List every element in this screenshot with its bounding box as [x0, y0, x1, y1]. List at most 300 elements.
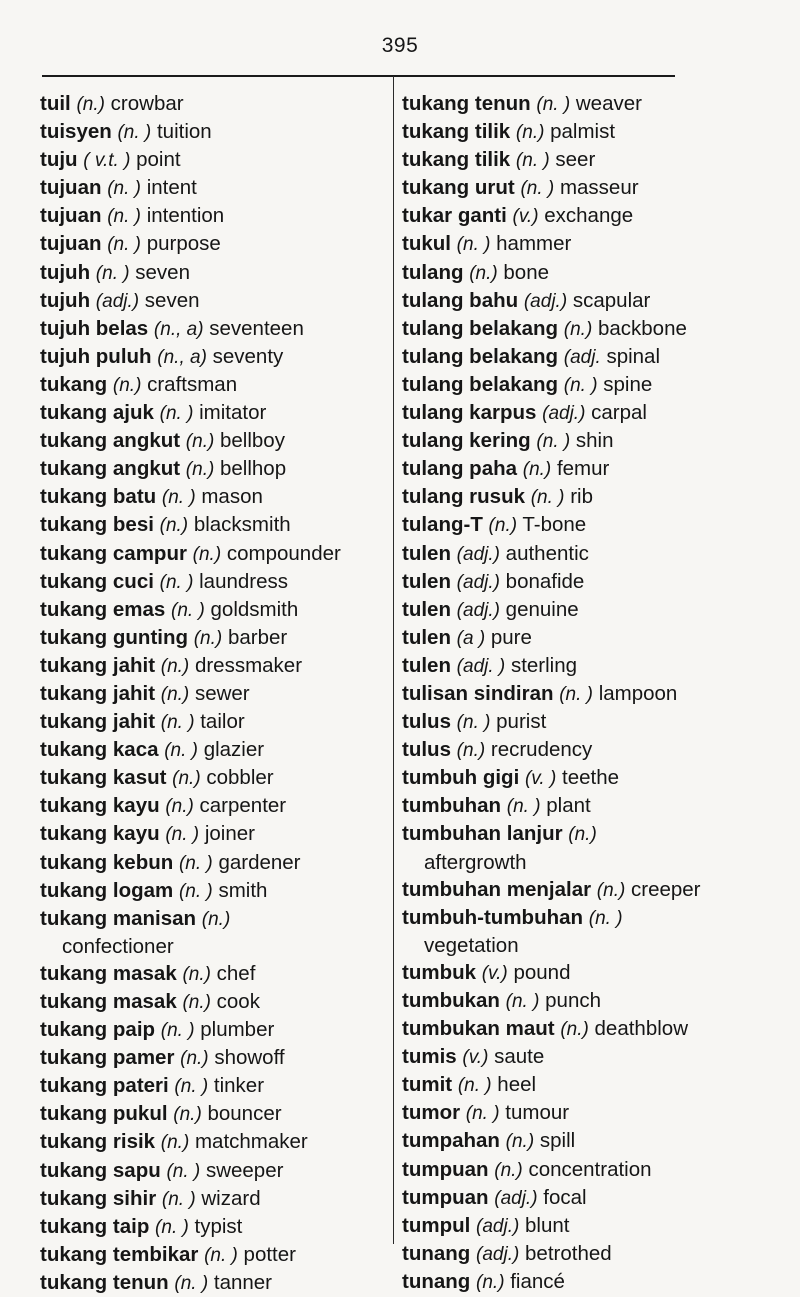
entry-part-of-speech: (n.) [160, 655, 190, 677]
entry-headword: tukang jahit [40, 710, 156, 734]
dictionary-entry [40, 764, 390, 792]
entry-headword: tukang pateri [40, 1074, 169, 1098]
dictionary-entry [402, 511, 792, 539]
entry-part-of-speech: (n.) [193, 627, 223, 649]
entry-meaning: carpenter [199, 794, 287, 818]
dictionary-entry [402, 904, 792, 959]
dictionary-entry [402, 736, 792, 764]
entry-meaning: authentic [505, 541, 589, 565]
entry-part-of-speech: (n. ) [155, 1216, 189, 1238]
entry-headword: tukang jahit [40, 681, 156, 705]
entry-part-of-speech: (n. ) [457, 1075, 492, 1097]
entry-part-of-speech: (n. ) [178, 880, 213, 902]
dictionary-entry [402, 540, 792, 568]
dictionary-entry [40, 540, 390, 568]
entry-meaning: mason [201, 485, 263, 509]
entry-part-of-speech: (v.) [512, 206, 539, 228]
entry-part-of-speech: (n.) [515, 122, 545, 144]
dictionary-entry [40, 820, 390, 848]
entry-part-of-speech: (n. ) [515, 150, 550, 172]
entry-part-of-speech: (n. ) [159, 403, 194, 425]
entry-part-of-speech: (n. ) [456, 234, 491, 256]
entry-part-of-speech: (n. ) [178, 852, 213, 874]
entry-part-of-speech: (n.) [488, 515, 518, 537]
entry-meaning: weaver [575, 92, 642, 115]
dictionary-entry [402, 483, 792, 511]
entry-part-of-speech: (n.) [522, 459, 552, 481]
dictionary-entry [40, 1016, 390, 1044]
page-number: 395 [381, 34, 419, 57]
entry-headword: tulen [402, 541, 451, 565]
entry-headword: tumbuk [402, 960, 477, 984]
dictionary-entry [40, 1185, 390, 1213]
entry-part-of-speech: (n.) [112, 374, 142, 396]
entry-part-of-speech: (n.) [568, 824, 597, 846]
entry-headword: tulang karpus [402, 401, 537, 425]
entry-headword: tulang belakang [402, 372, 559, 396]
entry-headword: tukang tembikar [40, 1242, 199, 1266]
dictionary-entry [40, 1157, 390, 1185]
entry-meaning: bone [503, 260, 550, 284]
entry-part-of-speech: (n.) [185, 431, 215, 453]
dictionary-entry [40, 146, 390, 174]
entry-part-of-speech: (n. ) [161, 487, 196, 509]
entry-headword: tumpuan [402, 1185, 489, 1209]
entry-meaning: plumber [200, 1018, 275, 1042]
dictionary-entry [402, 1099, 792, 1127]
entry-meaning: rib [570, 485, 593, 509]
entry-headword: tukang jahit [40, 653, 156, 677]
entry-part-of-speech: (adj.) [456, 599, 500, 621]
entry-meaning: cobbler [206, 766, 274, 790]
entry-meaning: seven [135, 260, 190, 284]
entry-meaning: tuition [156, 120, 212, 144]
entry-meaning: saute [494, 1045, 545, 1069]
entry-part-of-speech: (n. ) [107, 206, 141, 228]
dictionary-entry [40, 708, 390, 736]
entry-headword: tukang [40, 372, 108, 396]
entry-meaning: blunt [525, 1213, 570, 1237]
entry-headword: tukang pamer [40, 1046, 175, 1070]
entry-part-of-speech: (adj. ) [456, 655, 506, 677]
entry-headword: tukang tenun [40, 1270, 169, 1294]
entry-headword: tukang angkut [40, 457, 181, 481]
entry-meaning: showoff [214, 1046, 285, 1070]
entry-meaning: bellboy [220, 429, 285, 453]
dictionary-entry [402, 1212, 792, 1240]
dictionary-entry [402, 764, 792, 792]
entry-part-of-speech: (n.) [165, 796, 194, 818]
entry-headword: tulang bahu [402, 288, 519, 312]
entry-part-of-speech: (adj.) [95, 290, 140, 312]
dictionary-entry [402, 1071, 792, 1099]
entry-part-of-speech: (n.) [173, 1104, 202, 1126]
entry-headword: tumbukan [402, 989, 500, 1012]
entry-headword: tumbuh gigi [402, 766, 520, 790]
entry-headword: tukang gunting [40, 625, 189, 649]
entry-part-of-speech: (n. ) [159, 571, 194, 593]
entry-headword: tulus [402, 738, 451, 762]
dictionary-entry [402, 987, 792, 1015]
entry-part-of-speech: (n. ) [530, 487, 565, 509]
dictionary-entry [402, 568, 792, 596]
entry-meaning: barber [227, 625, 288, 649]
entry-meaning: craftsman [147, 372, 238, 396]
entry-meaning: purist [496, 710, 547, 734]
dictionary-entry [40, 849, 390, 877]
entry-part-of-speech: (n. ) [506, 796, 541, 818]
dictionary-entry [402, 1043, 792, 1071]
entry-part-of-speech: (n. ) [456, 712, 491, 734]
dictionary-entry [402, 1156, 792, 1184]
dictionary-entry [402, 230, 792, 258]
dictionary-entry [402, 792, 792, 820]
entry-meaning: heel [497, 1073, 537, 1097]
entry-headword: tukang paip [40, 1018, 156, 1042]
entry-headword: tulen [402, 569, 451, 593]
dictionary-entry [40, 1072, 390, 1100]
entry-meaning: blacksmith [193, 513, 291, 537]
entry-part-of-speech: (n. ) [588, 907, 623, 929]
entry-part-of-speech: (n.) [159, 515, 189, 537]
entry-headword: tukang masak [40, 961, 177, 985]
entry-headword: tumbuhan lanjur [402, 822, 563, 846]
entry-part-of-speech: (adj.) [494, 1187, 538, 1209]
entry-meaning: deathblow [594, 1017, 688, 1041]
entry-headword: tunang [402, 1241, 471, 1265]
entry-headword: tukang tilik [402, 148, 511, 172]
entry-headword: tujuh belas [40, 316, 149, 340]
dictionary-entry [402, 680, 792, 708]
entry-meaning: typist [194, 1214, 243, 1238]
entry-part-of-speech: (adj.) [456, 543, 500, 565]
entry-meaning: femur [556, 457, 610, 481]
entry-meaning: goldsmith [210, 597, 299, 621]
dictionary-entry [402, 820, 792, 875]
entry-headword: tukang batu [40, 485, 157, 509]
entry-meaning: dressmaker [194, 653, 303, 677]
dictionary-entry [402, 959, 792, 987]
dictionary-entry [402, 259, 792, 287]
entry-headword: tujuh puluh [40, 344, 152, 368]
entry-part-of-speech: (adj.) [476, 1243, 520, 1265]
entry-headword: tukang campur [40, 541, 187, 565]
entry-part-of-speech: (a ) [456, 627, 486, 649]
dictionary-entry [402, 708, 792, 736]
left-column [40, 90, 390, 1297]
dictionary-entry [40, 652, 390, 680]
entry-headword: tukang urut [402, 176, 515, 200]
dictionary-entry [402, 1268, 792, 1296]
entry-part-of-speech: (adj.) [523, 290, 568, 312]
dictionary-entry [40, 90, 390, 118]
entry-part-of-speech: (n. ) [536, 431, 571, 453]
entry-meaning: genuine [505, 597, 579, 621]
entry-part-of-speech: (n.) [182, 963, 211, 985]
dictionary-entry [40, 988, 390, 1016]
entry-part-of-speech: (v.) [481, 962, 508, 984]
entry-headword: tukang angkut [40, 429, 181, 453]
entry-meaning: shin [575, 429, 614, 453]
dictionary-entry [40, 905, 390, 960]
entry-meaning: smith [218, 878, 268, 902]
entry-meaning: sweeper [205, 1158, 284, 1182]
entry-meaning: palmist [550, 120, 616, 144]
entry-meaning: sterling [510, 653, 578, 677]
entry-meaning: purpose [146, 232, 221, 256]
entry-meaning-continued: confectioner [62, 934, 174, 958]
entry-headword: tukang sihir [40, 1186, 157, 1210]
entry-meaning: seer [555, 148, 596, 172]
entry-headword: tulang paha [402, 457, 518, 481]
entry-part-of-speech: (n.) [182, 992, 211, 1013]
entry-headword: tumbuh-tumbuhan [402, 905, 584, 929]
entry-part-of-speech: (n.) [76, 94, 105, 115]
entry-headword: tujuan [40, 232, 102, 256]
dictionary-entry [40, 118, 390, 146]
entry-headword: tukang risik [40, 1130, 156, 1154]
entry-part-of-speech: (n. ) [536, 94, 571, 115]
entry-headword: tumpul [402, 1213, 471, 1237]
dictionary-entry [40, 399, 390, 427]
entry-meaning: gardener [218, 850, 301, 874]
entry-meaning: concentration [528, 1157, 652, 1181]
entry-meaning: bonafide [505, 569, 585, 593]
entry-part-of-speech: (n. ) [563, 374, 598, 396]
dictionary-entry [40, 315, 390, 343]
entry-meaning: bouncer [207, 1102, 282, 1126]
entry-part-of-speech: (n.) [180, 1048, 209, 1070]
entry-headword: tumor [402, 1101, 461, 1125]
entry-headword: tulus [402, 710, 451, 734]
entry-meaning: potter [243, 1242, 296, 1266]
entry-meaning: scapular [572, 288, 651, 312]
entry-headword: tukang emas [40, 597, 166, 621]
entry-headword: tukang pukul [40, 1102, 168, 1126]
entry-part-of-speech: (n.) [172, 768, 201, 790]
entry-headword: tulen [402, 653, 451, 677]
entry-meaning: lampoon [598, 681, 678, 705]
entry-headword: tujuan [40, 176, 102, 200]
dictionary-entry [402, 118, 792, 146]
entry-headword: tumpahan [402, 1129, 500, 1153]
entry-headword: tuil [40, 92, 71, 115]
dictionary-entry [40, 1100, 390, 1128]
entry-meaning: plant [546, 794, 591, 818]
entry-part-of-speech: (n. ) [204, 1244, 238, 1266]
entry-meaning: seventy [212, 344, 284, 368]
entry-headword: tukang ajuk [40, 401, 154, 425]
dictionary-entry [402, 596, 792, 624]
entry-headword: tukang manisan [40, 906, 197, 930]
entry-part-of-speech: (n., a) [157, 346, 207, 368]
entry-headword: tulen [402, 625, 451, 649]
entry-meaning: glazier [203, 738, 265, 762]
entry-meaning: joiner [204, 822, 255, 846]
entry-part-of-speech: ( v.t. ) [83, 150, 131, 172]
entry-part-of-speech: (n. ) [520, 178, 555, 200]
entry-headword: tukang taip [40, 1214, 150, 1238]
dictionary-entry [40, 174, 390, 202]
entry-part-of-speech: (v. ) [524, 768, 557, 790]
entry-part-of-speech: (n. ) [107, 234, 141, 256]
dictionary-entry [40, 511, 390, 539]
entry-headword: tukang tenun [402, 92, 531, 115]
entry-part-of-speech: (n.) [494, 1159, 523, 1181]
entry-part-of-speech: (n. ) [164, 740, 198, 762]
entry-headword: tumis [402, 1045, 457, 1069]
entry-meaning: pure [490, 625, 532, 649]
entry-part-of-speech: (n.) [160, 1132, 190, 1154]
dictionary-entry [402, 399, 792, 427]
entry-headword: tukang kasut [40, 766, 167, 790]
entry-part-of-speech: (n.) [185, 459, 215, 481]
dictionary-entry [402, 90, 792, 118]
dictionary-entry [40, 596, 390, 624]
dictionary-entry [40, 1269, 390, 1297]
dictionary-entry [40, 960, 390, 988]
entry-headword: tulen [402, 597, 451, 621]
entry-part-of-speech: (n.) [469, 262, 498, 284]
entry-meaning: imitator [199, 401, 267, 425]
entry-headword: tulang-T [402, 513, 483, 537]
dictionary-entry [40, 371, 390, 399]
entry-headword: tukang sapu [40, 1158, 161, 1182]
entry-headword: tukang kayu [40, 794, 160, 818]
entry-meaning: backbone [597, 316, 687, 340]
entry-part-of-speech: (n. ) [171, 599, 205, 621]
entry-headword: tulang [402, 260, 464, 284]
entry-meaning: crowbar [110, 92, 184, 115]
entry-part-of-speech: (n. ) [165, 824, 200, 846]
dictionary-entry [40, 483, 390, 511]
entry-meaning: bellhop [220, 457, 287, 481]
entry-part-of-speech: (n. ) [107, 178, 141, 200]
entry-meaning-continued: vegetation [424, 933, 519, 957]
entry-meaning: intention [146, 204, 225, 228]
entry-part-of-speech: (n.) [596, 879, 626, 901]
entry-part-of-speech: (n. ) [559, 683, 593, 705]
entry-meaning: spine [603, 372, 653, 396]
dictionary-entry [402, 876, 792, 904]
entry-part-of-speech: (n.) [192, 543, 222, 565]
entry-part-of-speech: (n.) [505, 1131, 535, 1153]
dictionary-entry [402, 1127, 792, 1155]
entry-meaning: seven [144, 288, 200, 312]
entry-part-of-speech: (adj. [563, 346, 601, 368]
entry-headword: tukang kebun [40, 850, 174, 874]
entry-meaning: pound [513, 960, 571, 984]
dictionary-entry [40, 624, 390, 652]
entry-meaning-continued: aftergrowth [424, 850, 527, 874]
dictionary-entry [402, 371, 792, 399]
entry-meaning: chef [216, 961, 256, 985]
dictionary-entry [40, 1128, 390, 1156]
entry-headword: tuisyen [40, 120, 112, 144]
dictionary-entry [402, 427, 792, 455]
entry-part-of-speech: (n. ) [465, 1103, 500, 1125]
entry-meaning: tinker [213, 1074, 265, 1098]
dictionary-entry [402, 315, 792, 343]
dictionary-entry [40, 202, 390, 230]
entry-meaning: recrudency [490, 738, 593, 762]
entry-meaning: compounder [226, 541, 341, 565]
entry-meaning: teethe [562, 766, 619, 790]
entry-part-of-speech: (n.) [563, 318, 593, 340]
entry-meaning: masseur [559, 176, 639, 200]
dictionary-entry [40, 1044, 390, 1072]
entry-part-of-speech: (n.) [476, 1271, 505, 1293]
right-column [402, 90, 792, 1296]
entry-meaning: spill [539, 1129, 576, 1153]
header-rule [42, 75, 675, 77]
dictionary-entry [402, 202, 792, 230]
entry-headword: tukang tilik [402, 120, 511, 144]
entry-part-of-speech: (n. ) [174, 1272, 209, 1294]
entry-meaning: hammer [496, 232, 572, 256]
entry-headword: tuju [40, 148, 78, 172]
entry-headword: tukang logam [40, 878, 174, 902]
dictionary-entry [402, 287, 792, 315]
dictionary-entry [40, 343, 390, 371]
dictionary-entry [402, 1015, 792, 1043]
entry-part-of-speech: (n. ) [505, 991, 540, 1012]
entry-meaning: seventeen [209, 316, 304, 340]
dictionary-entry [40, 680, 390, 708]
entry-meaning: T-bone [522, 513, 587, 537]
entry-headword: tukul [402, 232, 451, 256]
column-divider [393, 76, 394, 1244]
entry-part-of-speech: (n.) [456, 740, 486, 762]
dictionary-entry [40, 230, 390, 258]
entry-part-of-speech: (adj.) [542, 403, 586, 425]
dictionary-entry [402, 1240, 792, 1268]
dictionary-entry [402, 624, 792, 652]
entry-headword: tumit [402, 1073, 453, 1097]
entry-meaning: fiancé [510, 1269, 565, 1293]
entry-part-of-speech: (v.) [462, 1047, 489, 1069]
entry-meaning: tailor [200, 710, 245, 734]
dictionary-entry [40, 427, 390, 455]
entry-meaning: sewer [194, 681, 250, 705]
dictionary-entry [40, 568, 390, 596]
entry-headword: tumbukan maut [402, 1017, 555, 1041]
dictionary-entry [402, 174, 792, 202]
entry-headword: tukang masak [40, 990, 177, 1013]
dictionary-entry [402, 455, 792, 483]
entry-headword: tukar ganti [402, 204, 507, 228]
entry-meaning: intent [146, 176, 197, 200]
entry-headword: tukang kayu [40, 822, 160, 846]
dictionary-entry [40, 792, 390, 820]
entry-meaning: carpal [591, 401, 647, 425]
entry-part-of-speech: (n. ) [174, 1076, 209, 1098]
entry-part-of-speech: (n. ) [161, 1188, 196, 1210]
entry-headword: tujuan [40, 204, 102, 228]
entry-headword: tujuh [40, 260, 91, 284]
entry-meaning: laundress [199, 569, 288, 593]
entry-headword: tumbuhan [402, 794, 502, 818]
dictionary-entry [40, 259, 390, 287]
dictionary-entry [40, 1241, 390, 1269]
entry-meaning: exchange [544, 204, 634, 228]
entry-meaning: betrothed [525, 1241, 612, 1265]
entry-part-of-speech: (n.) [160, 683, 190, 705]
entry-part-of-speech: (n. ) [160, 1020, 195, 1042]
entry-headword: tulang rusuk [402, 485, 526, 509]
entry-meaning: cook [216, 990, 260, 1013]
entry-meaning: creeper [631, 877, 701, 901]
